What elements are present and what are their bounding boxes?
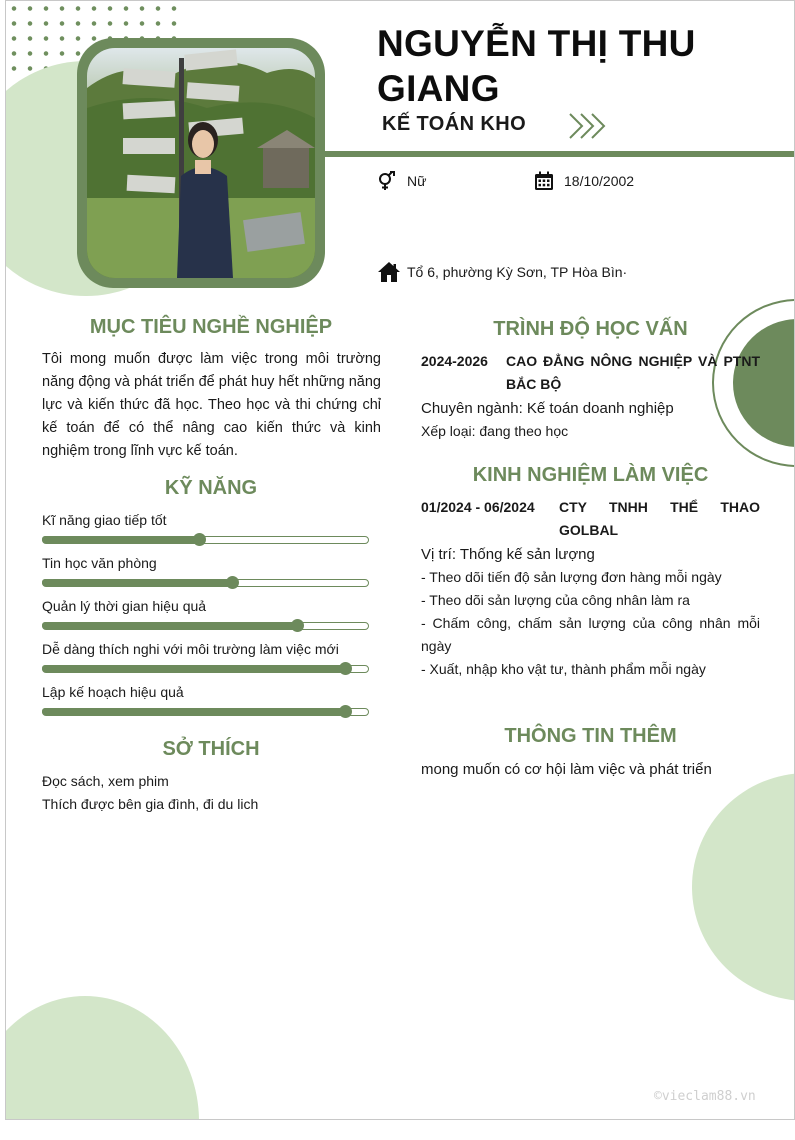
education-major: Chuyên ngành: Kế toán doanh nghiệp	[421, 400, 674, 417]
skill-bar	[42, 708, 369, 716]
skill-bar-fill	[42, 665, 344, 672]
skill-bar-knob	[193, 533, 206, 546]
skill-bar	[42, 622, 369, 630]
profile-photo-frame	[77, 38, 325, 288]
candidate-name: NGUYỄN THỊ THU GIANG	[377, 23, 696, 109]
skill-bar	[42, 536, 369, 544]
birthdate-value: 18/10/2002	[564, 173, 635, 189]
education-period: 2024-2026	[421, 353, 488, 369]
education-title: TRÌNH ĐỘ HỌC VẤN	[493, 318, 688, 340]
gender-icon	[377, 171, 397, 191]
experience-period: 01/2024 - 06/2024	[421, 499, 535, 515]
address-value: Tổ 6, phường Kỳ Sơn, TP Hòa Bìn·	[407, 264, 628, 280]
skills-title: KỸ NĂNG	[164, 477, 258, 499]
hobby-item: Thích được bên gia đình, đi du lich	[42, 796, 259, 812]
gender-info	[377, 171, 426, 191]
watermark: ©vieclam88.vn	[654, 1089, 756, 1104]
calendar-icon	[534, 171, 554, 191]
experience-duty: - Theo dõi tiến độ sản lượng đơn hàng mỗi ngày	[421, 569, 722, 585]
skill-bar-knob	[339, 662, 352, 675]
extra-info-title: THÔNG TIN THÊM	[504, 725, 677, 747]
right-blob	[692, 773, 795, 1001]
skill-bar-fill	[42, 708, 344, 715]
experience-duty: - Chấm công, chấm sản lượng của công nhân mỗi ngày	[421, 615, 760, 654]
objective-text: Tôi mong muốn được làm việc trong môi trường năng động và phát triển để phát huy hết những năng lực và kiến thức đã học. Theo học và thi chứng chỉ kế toán để có thể nâng cao kiến thức và kinh nghiệm trong lĩnh vực kế toán.	[42, 351, 381, 459]
skill-label: Kĩ năng giao tiếp tốt	[42, 512, 167, 528]
header-divider	[325, 151, 795, 157]
skill-bar-fill	[42, 579, 231, 586]
objective-title: MỤC TIÊU NGHỀ NGHIỆP	[89, 316, 333, 338]
experience-position: Vị trí: Thống kế sản lượng	[421, 546, 595, 563]
birthdate-info	[534, 171, 634, 191]
bottom-left-blob	[5, 996, 199, 1120]
extra-info-text: mong muốn có cơ hội làm việc và phát triển	[421, 761, 712, 778]
hobby-item: Đọc sách, xem phim	[42, 773, 169, 789]
address-info	[377, 261, 627, 283]
profile-photo	[87, 48, 315, 278]
gender-value: Nữ	[407, 173, 427, 189]
photo-illustration	[87, 48, 315, 278]
skill-bar	[42, 579, 369, 587]
education-grade: Xếp loại: đang theo học	[421, 423, 569, 439]
skill-label: Dễ dàng thích nghi với môi trường làm việc mới	[42, 641, 339, 657]
experience-company: CTY TNHH THỂ THAO GOLBAL	[559, 499, 760, 538]
job-title: KẾ TOÁN KHO	[382, 113, 527, 135]
skill-label: Lập kế hoạch hiệu quả	[42, 684, 184, 700]
experience-duty: - Theo dõi sản lượng của công nhân làm ra	[421, 592, 690, 608]
cv-page	[5, 0, 795, 1120]
chevrons-icon	[566, 111, 610, 141]
skill-bar-knob	[291, 619, 304, 632]
experience-duty: - Xuất, nhập kho vật tư, thành phẩm mỗi ngày	[421, 661, 706, 677]
hobbies-title: SỞ THÍCH	[162, 738, 260, 760]
skill-bar-fill	[42, 536, 198, 543]
skill-label: Quản lý thời gian hiệu quả	[42, 598, 207, 614]
experience-title: KINH NGHIỆM LÀM VIỆC	[472, 464, 709, 486]
skill-bar-fill	[42, 622, 296, 629]
skill-bar-knob	[339, 705, 352, 718]
skill-bar	[42, 665, 369, 673]
education-school: CAO ĐẲNG NÔNG NGHIỆP VÀ PTNT BẮC BỘ	[506, 353, 760, 392]
skill-bar-knob	[226, 576, 239, 589]
home-icon	[377, 261, 401, 283]
skill-label: Tin học văn phòng	[42, 555, 157, 571]
